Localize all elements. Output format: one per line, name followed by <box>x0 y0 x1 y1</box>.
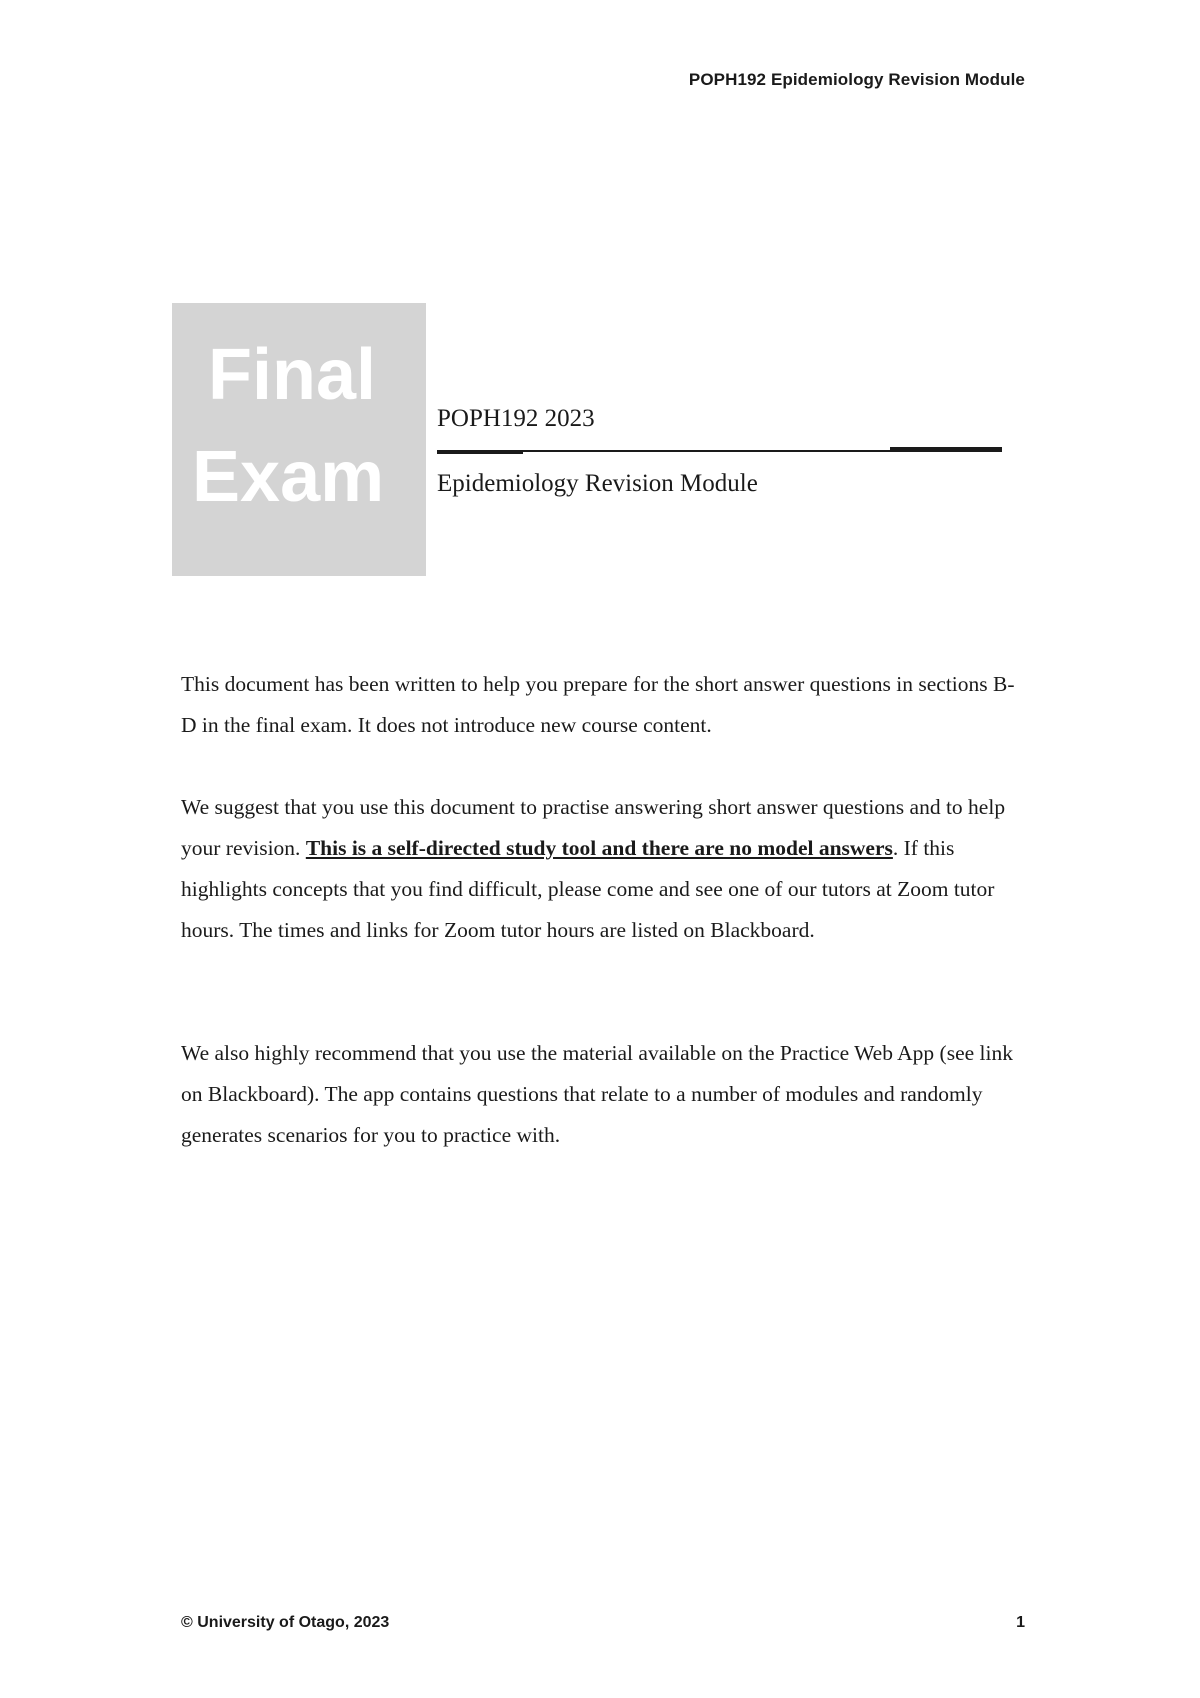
suggestion-paragraph-text <box>181 787 1021 951</box>
suggestion-paragraph <box>181 787 1021 951</box>
cover-word-exam: Exam <box>192 437 385 517</box>
recommendation-paragraph <box>181 1033 1021 1156</box>
intro-paragraph-text: This document has been written to help you prepare for the short answer questions in sections B-D in the final exam. It does not introduce new course content. <box>181 672 1015 737</box>
module-title: Epidemiology Revision Module <box>437 470 758 497</box>
recommendation-paragraph-text: We also highly recommend that you use the material available on the Practice Web App (see link on Blackboard). The app contains questions that relate to a number of modules and randomly generates scenarios for you to practice with. <box>181 1041 1013 1147</box>
title-divider-accent-left <box>437 450 523 454</box>
self-directed-notice: This is a self-directed study tool and there are no model answers <box>305 836 893 860</box>
cover-word-final: Final <box>208 335 377 415</box>
running-header: POPH192 Epidemiology Revision Module <box>688 70 1025 89</box>
footer-page-number: 1 <box>1016 1614 1025 1631</box>
footer-copyright: © University of Otago, 2023 <box>181 1614 390 1631</box>
intro-paragraph <box>181 664 1021 746</box>
suggestion-text-start: We suggest that you use this document to practise answering short answer questions and to help your revision. <box>181 795 1006 860</box>
suggestion-text-end: . If this highlights concepts that you find difficult, please come and see one of our tutors at Zoom tutor hours. The times and links for Zoom tutor hours are listed on Blackboard. <box>181 836 995 942</box>
course-code: POPH192 2023 <box>437 405 595 432</box>
title-divider-accent-right <box>890 447 1002 452</box>
cover-badge <box>172 303 426 576</box>
